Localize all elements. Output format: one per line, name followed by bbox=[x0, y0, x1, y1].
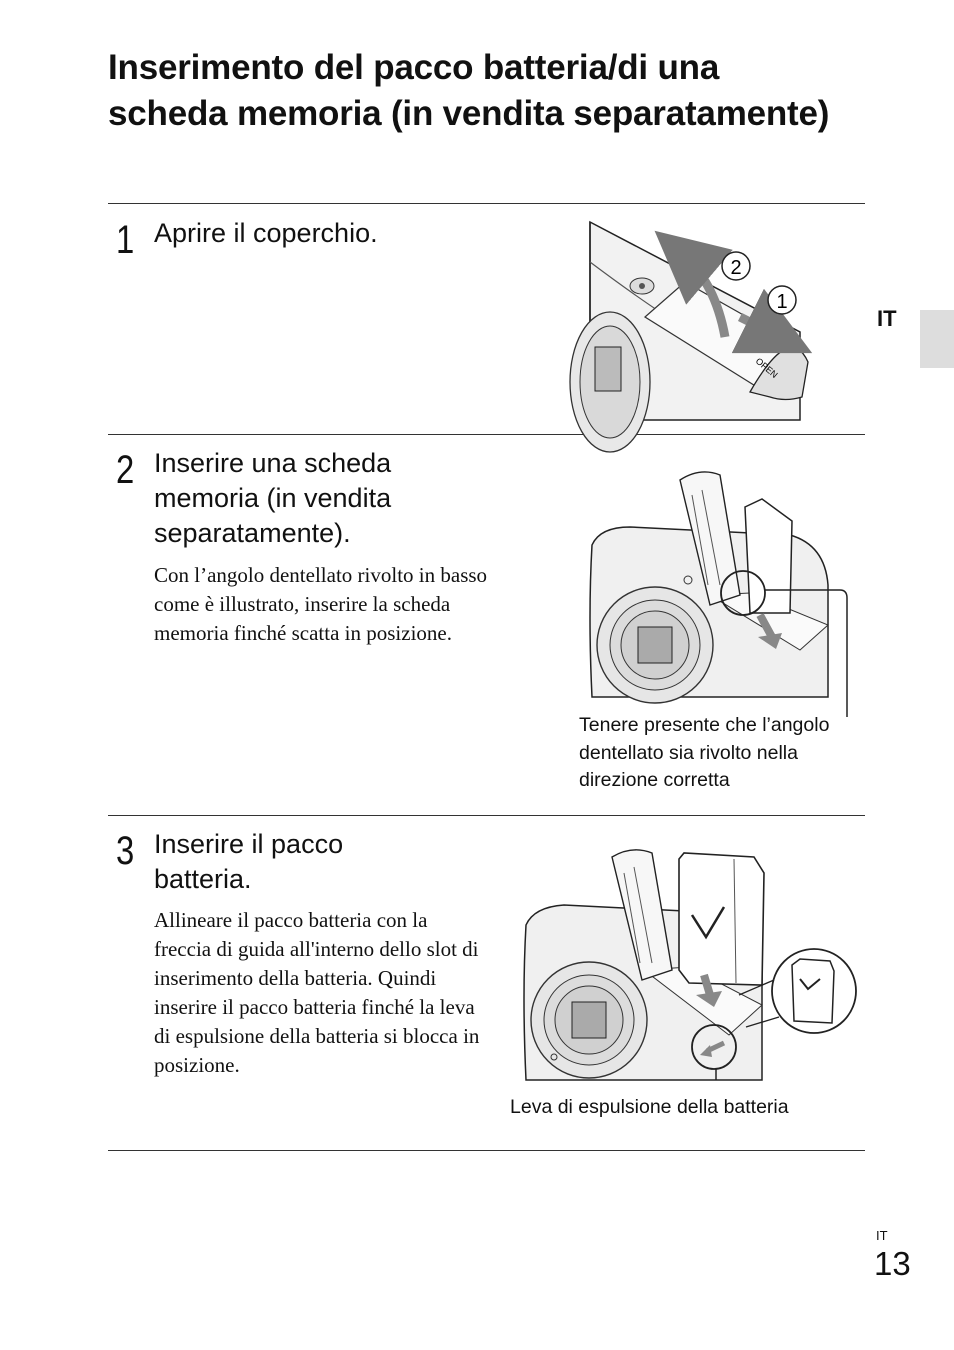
step-2-illustration bbox=[590, 465, 855, 725]
open-label: OPEN bbox=[753, 355, 780, 380]
footer-language: IT bbox=[876, 1228, 888, 1243]
divider-step-3 bbox=[108, 815, 865, 816]
step-3-caption: Leva di espulsione della batteria bbox=[510, 1096, 789, 1118]
step-1-number: 1 bbox=[116, 218, 135, 262]
divider-top bbox=[108, 203, 865, 204]
step-3-number: 3 bbox=[116, 829, 135, 873]
page-number: 13 bbox=[874, 1245, 911, 1282]
step-3-illustration bbox=[524, 845, 859, 1080]
step-3-heading: Inserire il pacco batteria. bbox=[154, 829, 344, 894]
step-2-number: 2 bbox=[116, 448, 135, 492]
step-2-caption: Tenere presente che l’angolo dentellato sia rivolto nella direzione corretta bbox=[579, 714, 830, 791]
language-tab-marker bbox=[920, 310, 954, 368]
step-2-heading: Inserire una scheda memoria (in vendita separatamente). bbox=[154, 448, 392, 548]
divider-bottom bbox=[108, 1150, 865, 1151]
step-1-heading: Aprire il coperchio. bbox=[154, 218, 378, 248]
figure-label-1: 1 bbox=[776, 291, 788, 313]
language-tab-label: IT bbox=[877, 306, 897, 331]
step-1-illustration bbox=[590, 222, 820, 420]
figure-label-2: 2 bbox=[730, 257, 742, 279]
step-2-body: Con l’angolo dentellato rivolto in basso come è illustrato, inserire la scheda memoria finché scatta in posizione. bbox=[154, 563, 488, 645]
page-title: Inserimento del pacco batteria/di una scheda memoria (in vendita separatamente) bbox=[108, 48, 830, 133]
step-3-body: Allineare il pacco batteria con la freccia di guida all'interno dello slot di inserimento della batteria. Quindi inserire il pacco batteria finché la leva di espulsione della batteria si blocca in posizione. bbox=[154, 908, 480, 1077]
divider-step-2 bbox=[108, 434, 865, 435]
